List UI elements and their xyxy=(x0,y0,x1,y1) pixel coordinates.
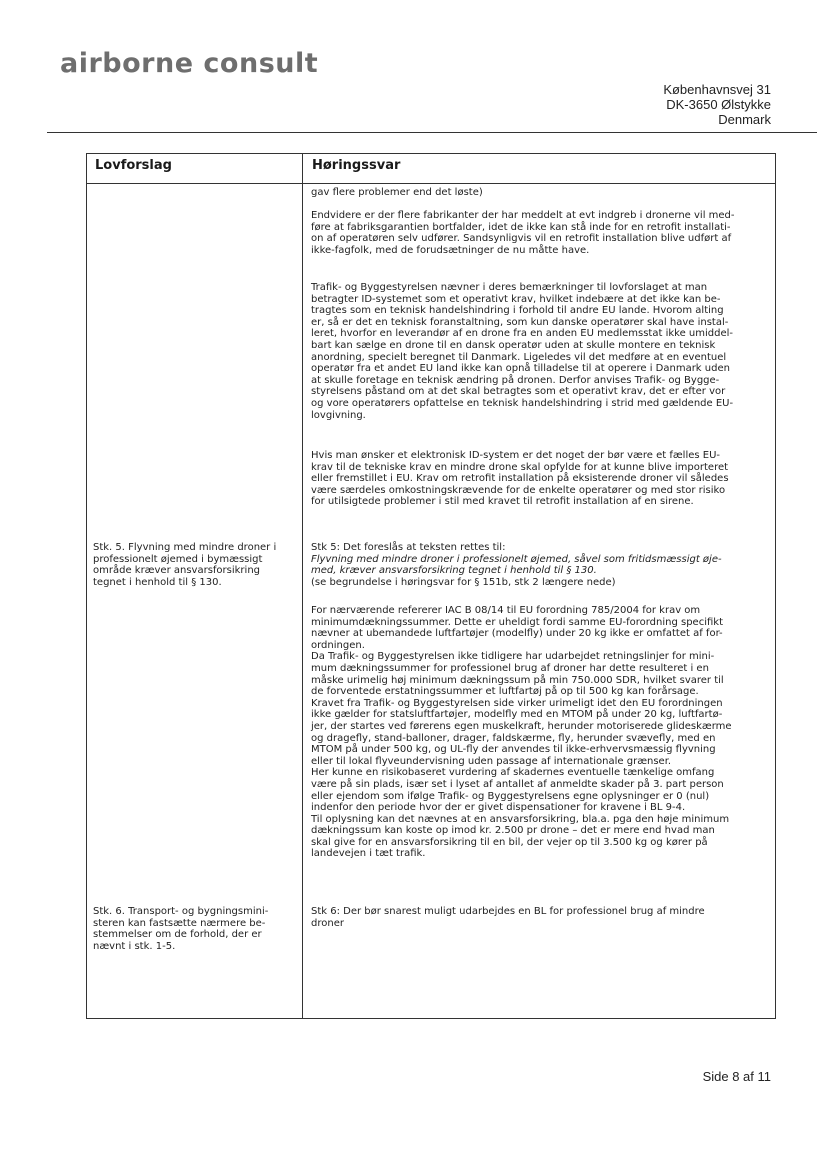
header-horingssvar: Høringssvar xyxy=(312,158,401,173)
address-line: Denmark xyxy=(718,112,771,127)
header-rule xyxy=(47,132,817,133)
response-paragraph: Endvidere er der flere fabrikanter der har meddelt at evt indgreb i dronerne vil med- føre at fabriksgarantien bortfalder, idet de ikke kan stå inde for en retrofit installati- on af operatøren selv udfører. Sandsynligvis vil en retrofit installation blive udført af ikke-fagfolk, med de forudsætninger de nu måtte have. xyxy=(311,210,735,256)
response-paragraph: Trafik- og Byggestyrelsen nævner i deres bemærkninger til lovforslaget at man betragter ID-systemet som et operativt krav, hvilket indebære at det ikke kan be- tragtes som en teknisk handelshindring i forhold til andre EU lande. Hvorom alting er, så er det en teknisk foranstaltning, som kun danske operatører skal have instal- leret, hvorfor en leverandør af en drone fra en anden EU medlemsstat ikke umiddel- bart kan sælge en drone til en dansk operatør uden at skulle montere en teknisk anordning, specielt beregnet til Danmark. Ligeledes vil det medføre at en eventuel operatør fra et andet EU land ikke kan opnå tilladelse til at operere i Danmark uden at skulle foretage en teknisk ændring på dronen. Derfor anvises Trafik- og Bygge- styrelsens påstand om at det skal betragtes som et operativt krav, det er efter vor og vore operatørers opfattelse en teknisk handelshindring i strid med gældende EU- lovgivning. xyxy=(311,282,734,421)
response-stk5-proposal: Stk 5: Det foreslås at teksten rettes til: Flyvning med mindre droner i professionelt øjemed, såvel som fritidsmæssigt øje- med, kræver ansvarsforsikring tegnet i henhold til § 130. (se begrundelse i høringsvar for § 151b, stk 2 længere nede) xyxy=(311,542,722,588)
company-address xyxy=(663,82,771,127)
continuation-paragraph: gav flere problemer end det løste) xyxy=(311,187,483,198)
proposal-stk5: Stk. 5. Flyvning med mindre droner i professionelt øjemed i bymæssigt område kræver ansvarsforsikring tegnet i henhold til § 130. xyxy=(93,542,277,588)
proposal-stk6: Stk. 6. Transport- og bygningsmini- steren kan fastsætte nærmere be- stemmelser om de forhold, der er nævnt i stk. 1-5. xyxy=(93,906,269,952)
address-line: DK-3650 Ølstykke xyxy=(666,97,771,112)
header-divider xyxy=(87,183,775,184)
response-paragraph: Hvis man ønsker et elektronisk ID-system er det noget der bør være et fælles EU- krav til de tekniske krav en mindre drone skal opfylde for at kunne blive importeret eller fremstillet i EU. Krav om retrofit installation på eksisterende droner vil således være særdeles omkostningskrævende for de enkelte operatører og med stor risiko for utilsigtede problemer i stil med kravet til retrofit installation af en sirene. xyxy=(311,450,729,508)
address-line: Københavnsvej 31 xyxy=(663,82,771,97)
consultation-table xyxy=(86,153,776,1019)
response-stk6: Stk 6: Der bør snarest muligt udarbejdes en BL for professionel brug af mindre droner xyxy=(311,906,705,929)
page-number: Side 8 af 11 xyxy=(702,1069,771,1084)
column-divider xyxy=(302,154,303,1018)
response-stk5-justification: For nærværende refererer IAC B 08/14 til EU forordning 785/2004 for krav om minimumdækningssummer. Dette er uheldigt fordi samme EU-forordning specifikt nævner at ubemandede luftfartøjer (modelfly) under 20 kg ikke er omfattet af for- ordningen. Da Trafik- og Byggestyrelsen ikke tidligere har udarbejdet retningslinjer for mini- mum dækningssummer for professionel brug af droner har dette resulteret i en måske urimelig høj minimum dækningssum på min 750.000 SDR, hvilket svarer til de forventede erstatningssummer et luftfartøj på op til 500 kg kan forårsage. Kravet fra Trafik- og Byggestyrelsen side virker urimeligt idet den EU forordningen ikke gælder for statsluftfartøjer, modelfly med en MTOM på under 20 kg, luftfartø- jer, der startes ved førerens egen muskelkraft, herunder motoriserede glideskærme og dragefly, stand-balloner, drager, faldskærme, fly, herunder svævefly, med en MTOM på under 500 kg, og UL-fly der anvendes til ikke-erhvervsmæssig flyvning eller til lokal flyveundervisning uden passage af internationale grænser. Her kunne en risikobaseret vurdering af skadernes eventuelle tænkelige omfang være på sin plads, især set i lyset af antallet af anmeldte skader på 3. part person eller ejendom som ifølge Trafik- og Byggestyrelsens egne oplysninger er 0 (nul) indenfor den periode hvor der er givet dispensationer for kravene i BL 9-4. Til oplysning kan det nævnes at en ansvarsforsikring, bla.a. pga den høje minimum dækningssum kan koste op imod kr. 2.500 pr drone – det er mere end hvad man skal give for en ansvarsforsikring til en bil, der vejer op til 3.500 kg og kører på landevejen i tæt trafik. xyxy=(311,605,732,860)
header-lovforslag: Lovforslag xyxy=(95,158,172,173)
company-logo: airborne consult xyxy=(60,48,319,79)
